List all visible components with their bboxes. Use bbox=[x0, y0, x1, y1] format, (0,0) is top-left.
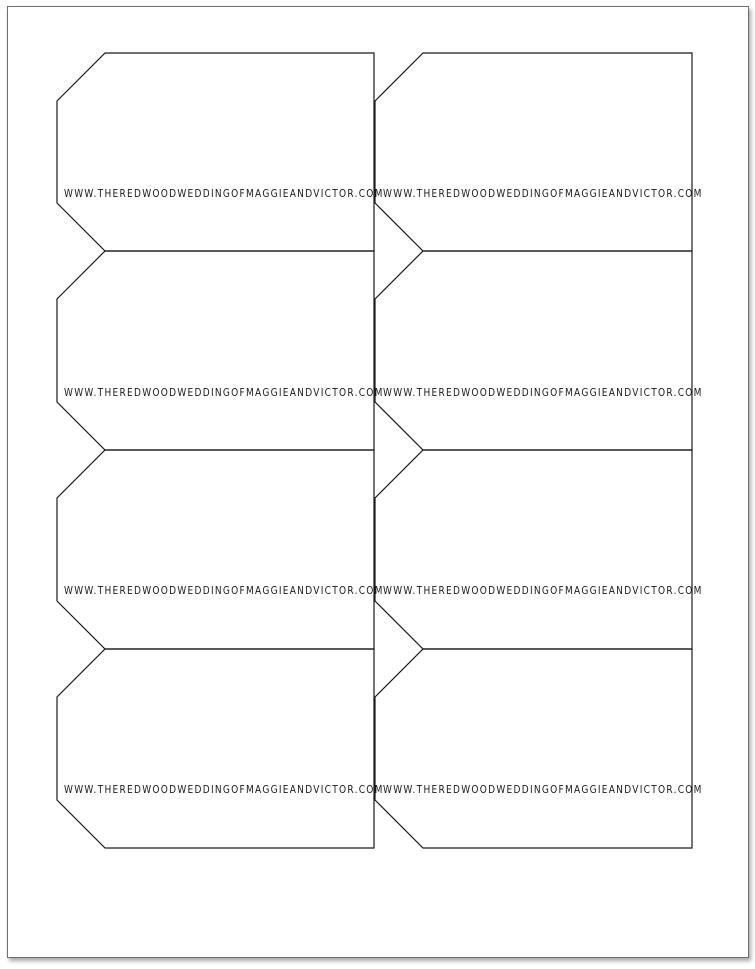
tag-outline-left-4 bbox=[57, 649, 384, 848]
tag-url-text: WWW.THEREDWOODWEDDINGOFMAGGIEANDVICTOR.COM bbox=[383, 386, 703, 399]
tag-url-text: WWW.THEREDWOODWEDDINGOFMAGGIEANDVICTOR.COM bbox=[383, 584, 703, 597]
tag-outline-right-3 bbox=[375, 450, 703, 649]
tag-url-text: WWW.THEREDWOODWEDDINGOFMAGGIEANDVICTOR.COM bbox=[64, 187, 384, 200]
tag-outline-right-1 bbox=[375, 53, 703, 251]
tag-url-text: WWW.THEREDWOODWEDDINGOFMAGGIEANDVICTOR.COM bbox=[64, 783, 384, 796]
tag-outline-left-1 bbox=[57, 53, 384, 251]
tag-url-text: WWW.THEREDWOODWEDDINGOFMAGGIEANDVICTOR.COM bbox=[383, 187, 703, 200]
tag-outline-left-3 bbox=[57, 450, 384, 649]
tag-url-text: WWW.THEREDWOODWEDDINGOFMAGGIEANDVICTOR.COM bbox=[64, 386, 384, 399]
tag-outline-right-2 bbox=[375, 251, 703, 450]
tag-outline-left-2 bbox=[57, 251, 384, 450]
tag-outline-right-4 bbox=[375, 649, 703, 848]
tag-url-text: WWW.THEREDWOODWEDDINGOFMAGGIEANDVICTOR.COM bbox=[64, 584, 384, 597]
tag-url-text: WWW.THEREDWOODWEDDINGOFMAGGIEANDVICTOR.COM bbox=[383, 783, 703, 796]
